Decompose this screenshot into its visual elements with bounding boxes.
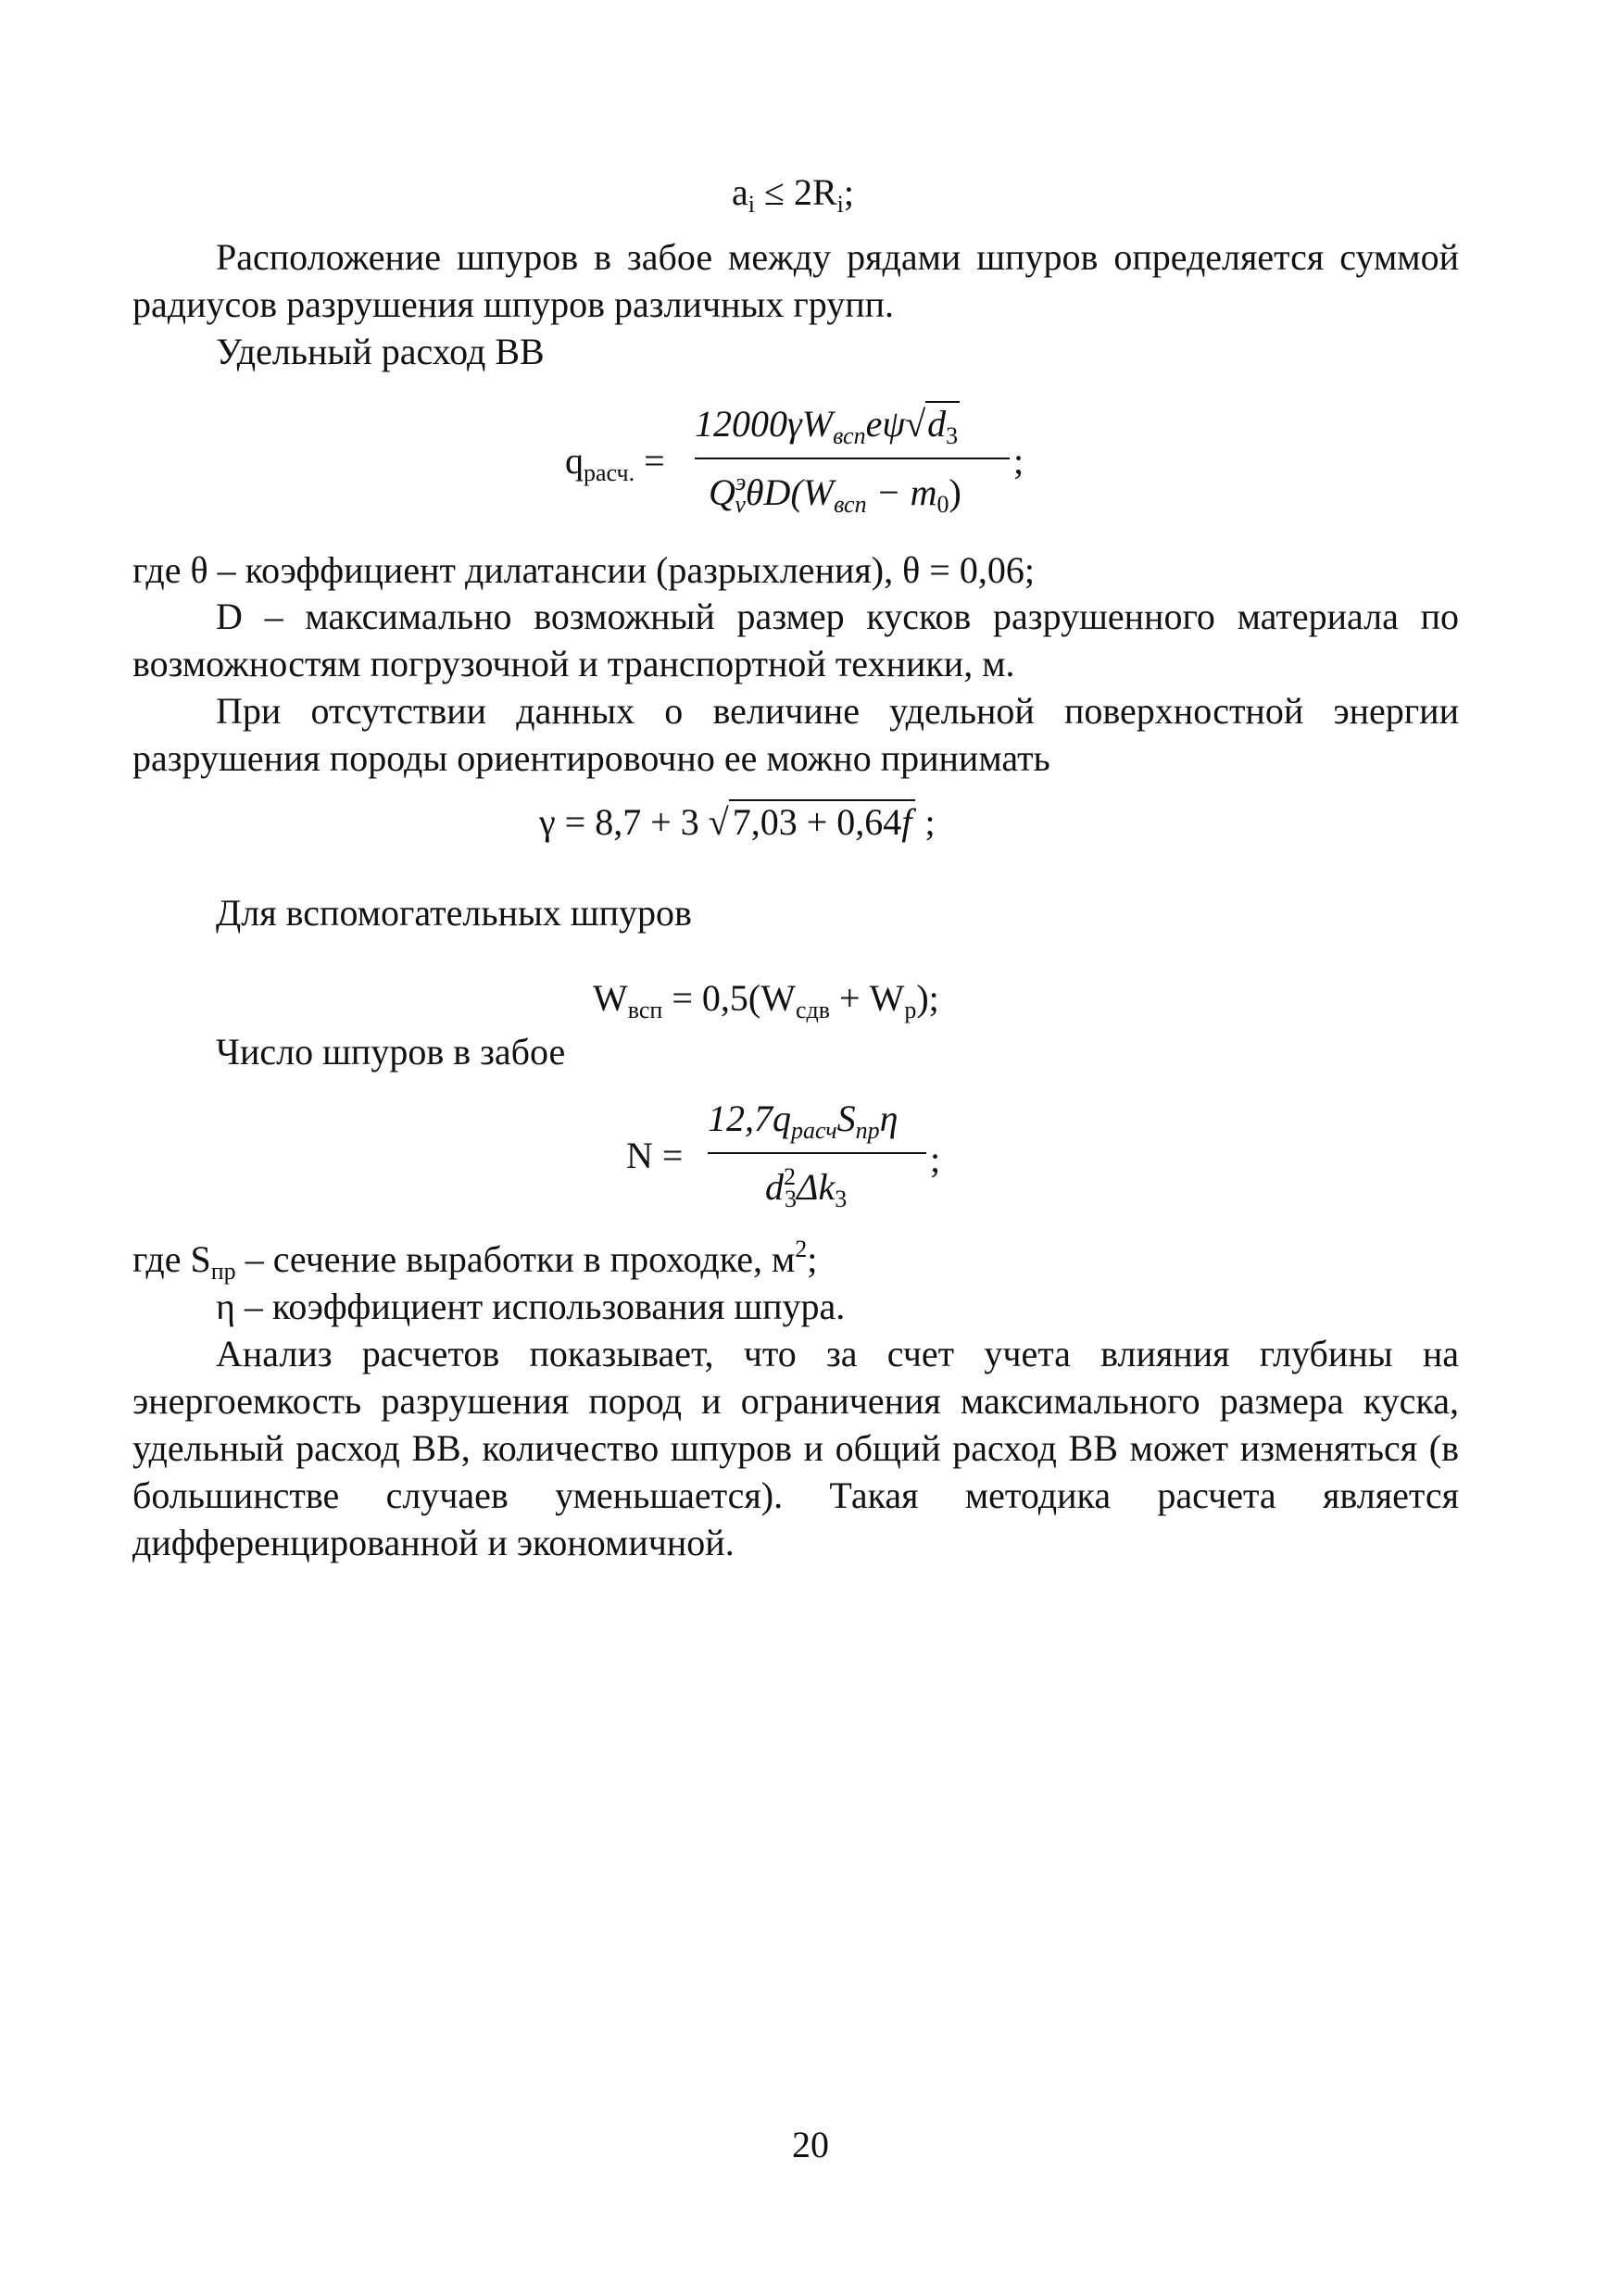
eq-q-den-sub3: 0 [936,491,949,518]
paragraph-9: η – коэффициент использования шпура. [216,1286,846,1327]
eq-n-num-sub2: пр [855,1117,880,1144]
eq-q-num-sub: всп [833,422,866,449]
paragraph-5: При отсутствии данных о величине удельной поверхностной энергии разрушения породы ориентировочно ее можно принимать [132,690,1459,779]
eq-q-fraction-bar [695,458,1010,459]
paragraph-4: D – максимально возможный размер кусков разрушенного материала по возможностям погрузочной и транспортной техники, м. [132,596,1459,684]
eq-w-plus: + W [830,977,905,1019]
eq-q-den-c: − m [866,471,937,513]
para8-sub: пр [210,1258,236,1285]
paragraph-7: Число шпуров в забое [216,1031,566,1073]
para8-a: где S [132,1238,211,1280]
eq-ai-lhs: a [732,171,748,213]
eq-n-denominator [765,1163,847,1211]
eq-n-num-b: S [836,1098,856,1139]
paragraph-8 [132,1236,1459,1283]
paragraph-3: где θ – коэффициент дилатансии (разрыхления), θ = 0,06; [132,549,1035,591]
eq-q-numerator [695,400,960,447]
paragraph-6: Для вспомогательных шпуров [216,892,692,934]
equation-n [626,1082,978,1221]
para8-sup: 2 [795,1236,808,1262]
eq-n-den-b: Δk [797,1166,836,1208]
sqrt-sign: √ [708,801,729,843]
paragraph-10: Анализ расчетов показывает, что за счет учета влияния глубины на энергоемкость разрушения пород и ограничения максимального размера куска, удельный расход ВВ, количество шпуров и общий расход ВВ может изменяться (в большинстве случаев уменьшается). Такая методика расчета является дифференцированной и экономичной. [132,1333,1459,1563]
eq-w-lhs-sub: всп [627,997,663,1023]
eq-n-num-a: 12,7q [708,1098,791,1139]
eq-q-equals: = [635,440,665,482]
eq-w-plus-sub: р [904,997,917,1023]
eq-q-den-sup: э [735,469,747,496]
eq-w-mid: = 0,5(W [662,977,796,1019]
equation-w [593,974,939,1022]
eq-w-lhs: W [593,977,628,1019]
eq-n-den-a: d [765,1166,784,1208]
equation-gamma [539,798,936,846]
eq-w-mid-sub: сдв [795,997,831,1023]
equation-q [565,389,1047,528]
eq-ai-lhs-sub: i [748,191,755,218]
eq-n-numerator [708,1095,898,1142]
eq-n-den-sub2: 3 [835,1186,848,1212]
eq-q-den-sub: v [735,491,746,518]
eq-n-num-sub: расч [791,1117,837,1144]
equation-ai [732,169,854,216]
page-number: 20 [792,2124,829,2165]
paragraph-1: Расположение шпуров в забое между рядами шпуров определяется суммой радиусов разрушения шпуров различных групп. [132,236,1459,325]
paragraph-2: Удельный расход ВВ [216,331,545,372]
para8-b: – сечение выработки в проходке, м [235,1238,796,1280]
eq-gamma-end: ; [915,801,936,843]
eq-n-lhs: N = [626,1135,684,1176]
eq-q-lhs: q [565,440,584,482]
eq-ai-rhs-sub: i [836,191,844,218]
eq-gamma-lhs: γ = 8,7 + 3 [539,801,699,843]
eq-q-den-d: ) [949,471,961,513]
eq-q-den-sub2: всп [834,491,867,518]
eq-q-sqrt-var: d [927,403,947,445]
eq-n-den-sub: 3 [785,1186,797,1212]
eq-q-den-b: θD(W [745,471,835,513]
eq-gamma-sqrt-var: f [901,801,912,843]
eq-q-den-a: Q [709,471,735,513]
eq-gamma-sqrt-text: 7,03 + 0,64 [732,801,902,843]
eq-q-num-tail: eψ [865,403,906,445]
sqrt-sign: √ [905,403,926,445]
eq-n-num-c: η [879,1098,898,1139]
eq-gamma-sqrt-content [729,799,916,843]
eq-q-lhs-sub: расч. [584,459,635,486]
eq-n-fraction-bar [708,1152,926,1154]
eq-q-end: ; [1013,440,1024,482]
eq-ai-rel: ≤ 2R [755,171,837,213]
eq-n-den-sup: 2 [784,1163,796,1190]
para8-c: ; [807,1238,818,1280]
eq-q-sqrt-content [925,401,960,449]
eq-q-sqrt-sub: 3 [946,422,959,449]
eq-q-denominator [709,469,961,516]
eq-n-end: ; [930,1138,941,1180]
eq-q-num-main: 12000γW [695,403,834,445]
eq-ai-end: ; [843,171,854,213]
eq-w-end: ); [916,977,939,1019]
